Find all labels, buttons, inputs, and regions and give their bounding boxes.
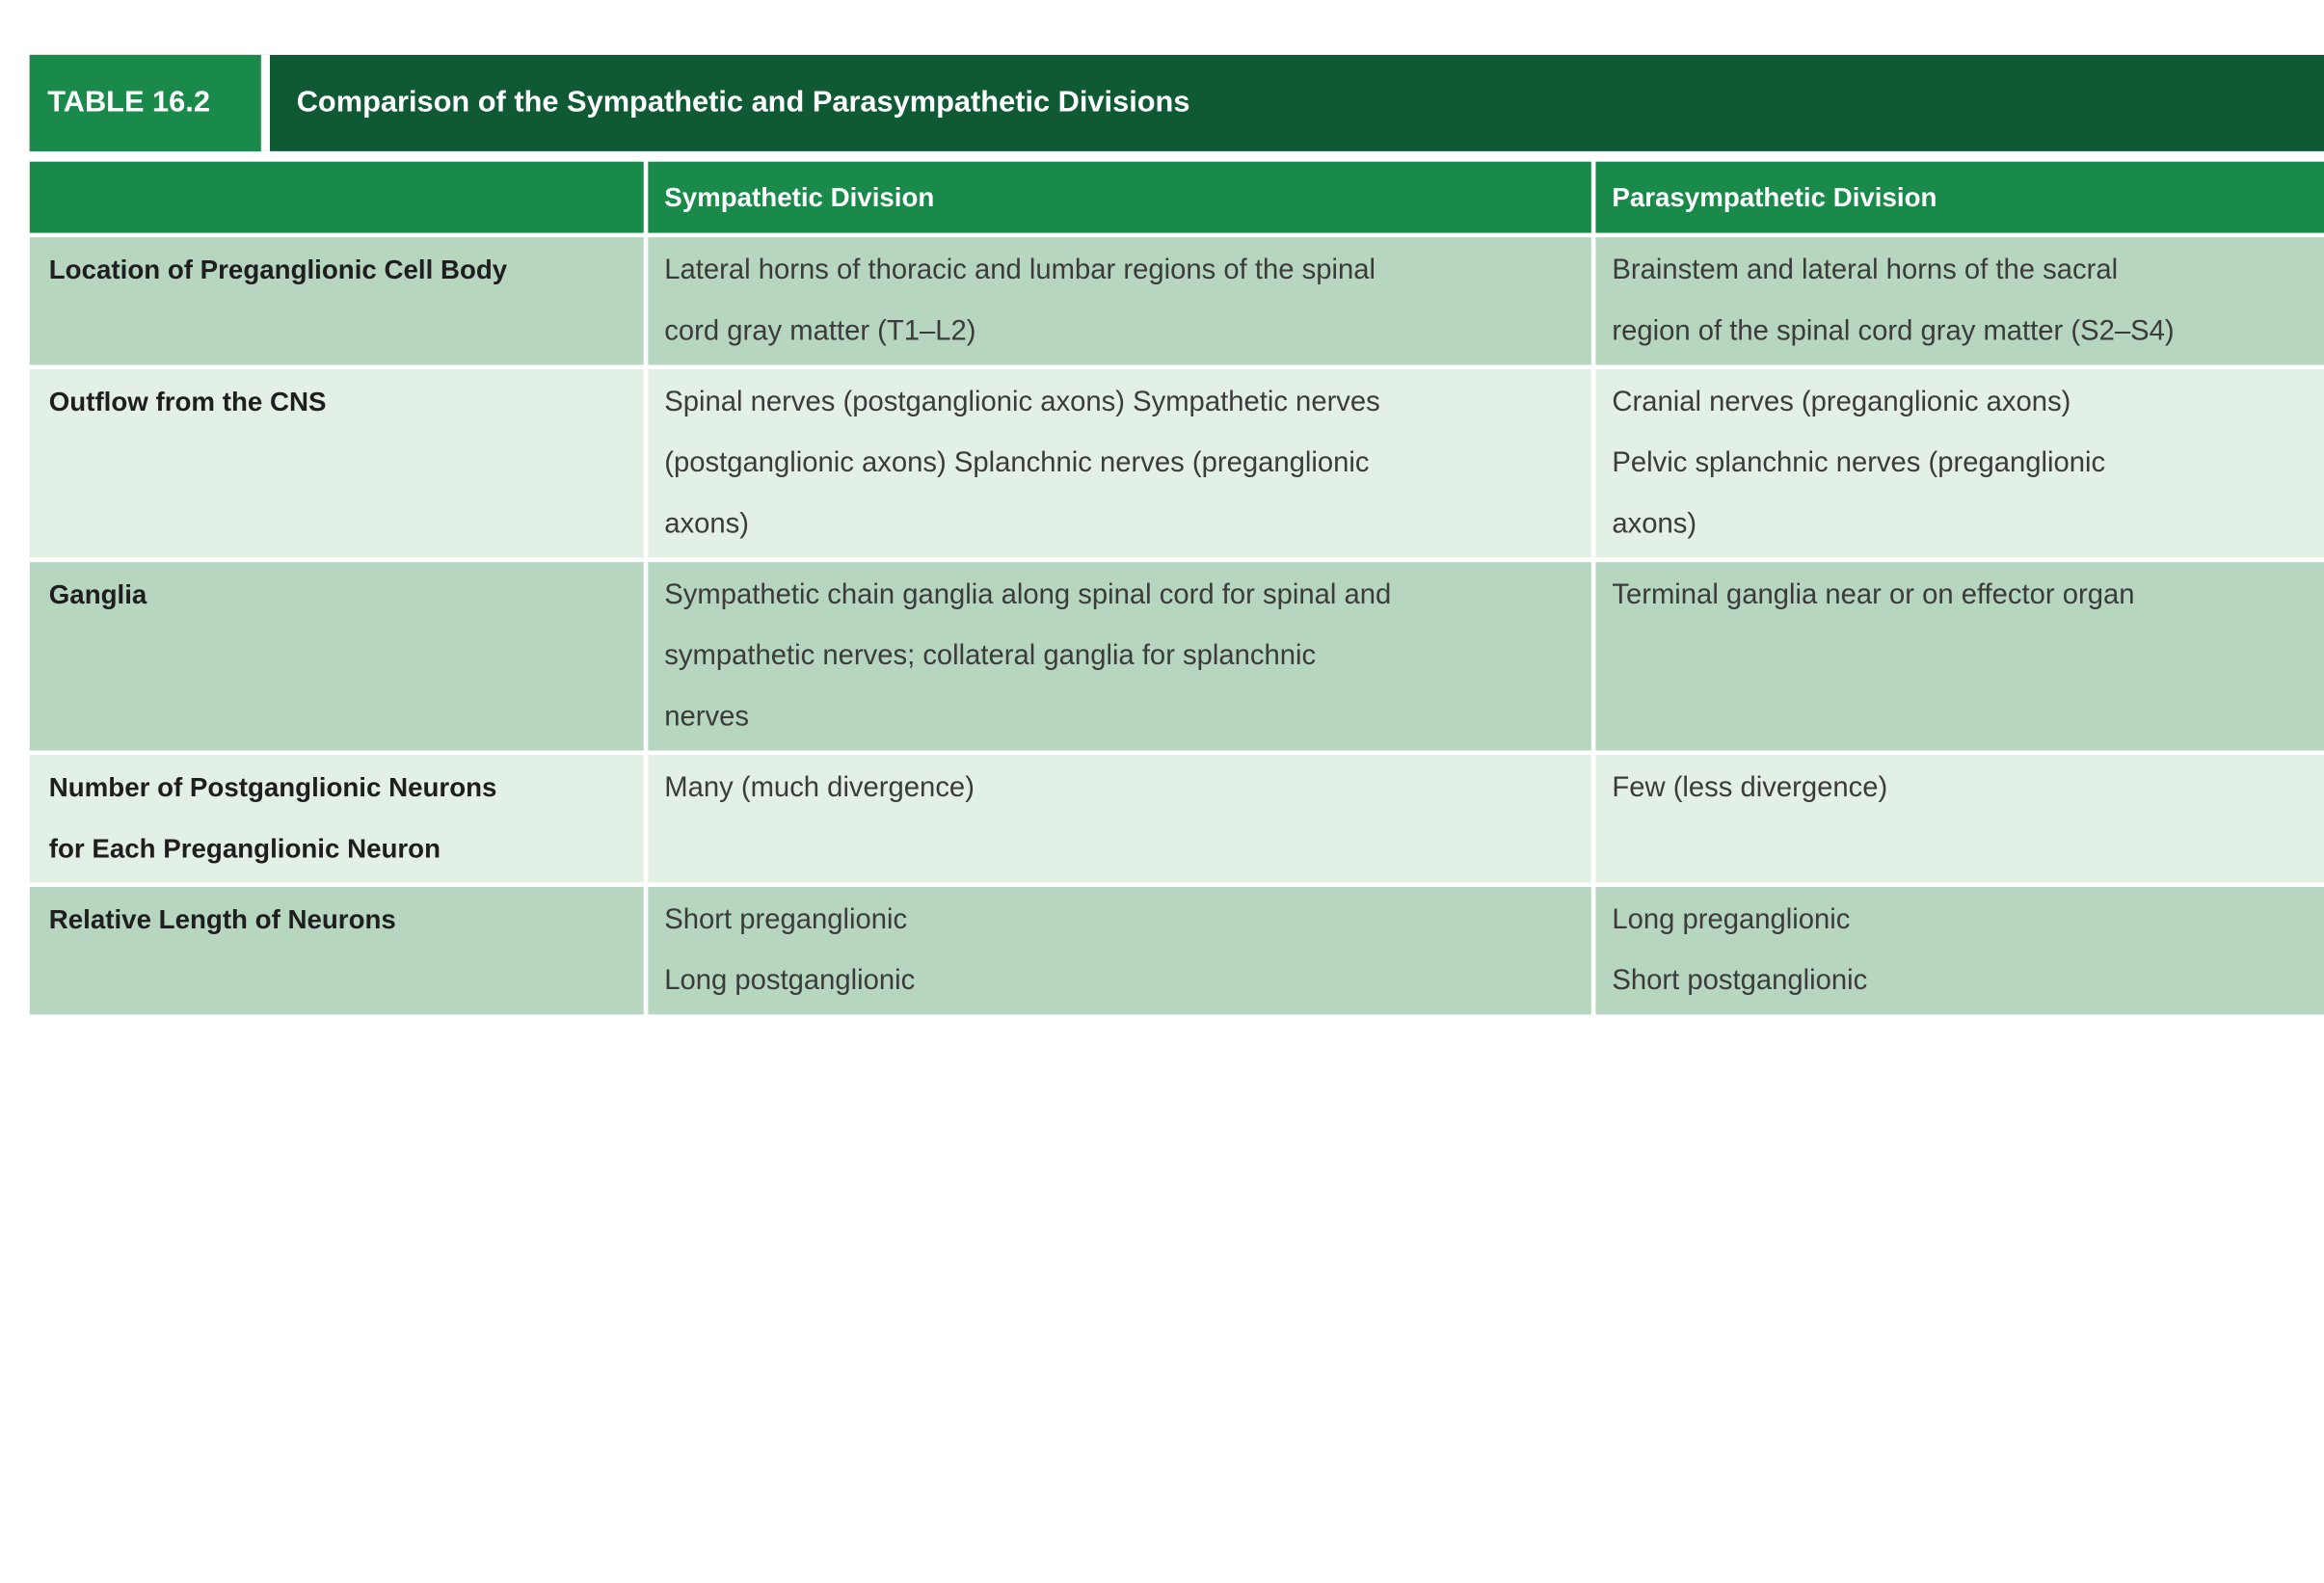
cell-line: Long preganglionic — [1612, 904, 1851, 936]
parasympathetic-cell — [1595, 755, 2324, 882]
cell-line: Many (much divergence) — [664, 772, 975, 804]
row-header — [30, 369, 644, 557]
title-gap — [30, 151, 2324, 162]
cell-line: region of the spinal cord gray matter (S2–S4) — [1612, 315, 2175, 348]
cell-line: Relative Length of Neurons — [48, 904, 396, 935]
column-header-empty — [30, 162, 644, 233]
cell-line: cord gray matter (T1–L2) — [664, 315, 976, 348]
row-header — [30, 562, 644, 750]
cell-line: axons) — [664, 508, 749, 541]
cell-line: Sympathetic chain ganglia along spinal cord for spinal and — [664, 579, 1392, 611]
parasympathetic-cell — [1595, 369, 2324, 557]
cell-line: Short preganglionic — [664, 904, 908, 936]
column-header-parasympathetic: Parasympathetic Division — [1595, 162, 2324, 233]
sympathetic-cell — [648, 562, 1590, 750]
table-grid — [30, 162, 2324, 1015]
column-header-sympathetic: Sympathetic Division — [648, 162, 1590, 233]
table-title: Comparison of the Sympathetic and Parasympathetic Divisions — [296, 86, 1190, 120]
cell-line: Short postganglionic — [1612, 965, 1868, 997]
cell-line: Brainstem and lateral horns of the sacral — [1612, 255, 2119, 286]
cell-line: Location of Preganglionic Cell Body — [48, 255, 508, 285]
sympathetic-cell — [648, 887, 1590, 1014]
table-title-bar — [30, 55, 2324, 151]
cell-line: Long postganglionic — [664, 965, 916, 997]
cell-line: Terminal ganglia near or on effector organ — [1612, 579, 2135, 611]
parasympathetic-cell — [1595, 887, 2324, 1014]
cell-line: Few (less divergence) — [1612, 772, 1888, 804]
cell-line: Outflow from the CNS — [48, 387, 327, 417]
cell-line: Pelvic splanchnic nerves (preganglionic — [1612, 447, 2106, 479]
table-number-label: TABLE 16.2 — [30, 55, 261, 151]
cell-line: nerves — [664, 701, 749, 734]
comparison-table — [30, 55, 2324, 1014]
cell-line: Cranial nerves (preganglionic axons) — [1612, 387, 2071, 418]
row-header — [30, 237, 644, 364]
sympathetic-cell — [648, 237, 1590, 364]
cell-line: Spinal nerves (postganglionic axons) Sympathetic nerves — [664, 387, 1380, 418]
cell-line: for Each Preganglionic Neuron — [48, 833, 441, 864]
cell-line: Ganglia — [48, 579, 147, 610]
parasympathetic-cell — [1595, 562, 2324, 750]
cell-line: (postganglionic axons) Splanchnic nerves (preganglionic — [664, 447, 1370, 479]
cell-line: axons) — [1612, 508, 1697, 541]
row-header — [30, 887, 644, 1014]
row-header — [30, 755, 644, 882]
sympathetic-cell — [648, 755, 1590, 882]
parasympathetic-cell — [1595, 237, 2324, 364]
cell-line: Lateral horns of thoracic and lumbar regions of the spinal — [664, 255, 1376, 286]
cell-line: sympathetic nerves; collateral ganglia for splanchnic — [664, 640, 1317, 672]
title-separator — [261, 55, 270, 151]
sympathetic-cell — [648, 369, 1590, 557]
cell-line: Number of Postganglionic Neurons — [48, 772, 497, 803]
